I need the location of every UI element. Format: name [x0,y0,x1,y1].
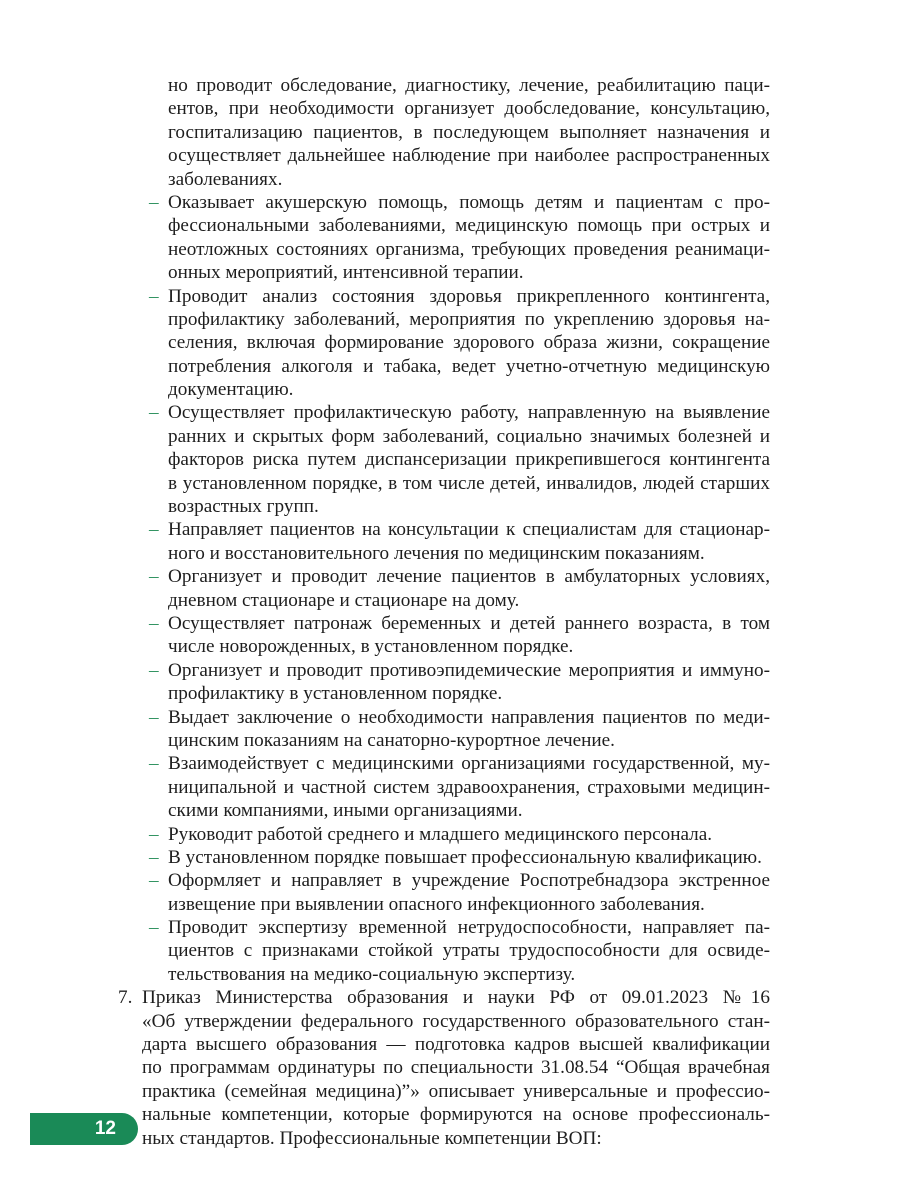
text-line: «Об утверждении федерального государственного образовательного стан- [142,1010,770,1032]
bullet-item [0,706,900,753]
bullet-dash-icon: – [149,706,159,728]
text-line: цинским показаниям на санаторно-курортное лечение. [168,729,615,751]
text-line: Проводит анализ состояния здоровья прикрепленного контингента, [168,285,770,307]
text-line: заболеваниях. [168,168,283,190]
page-body [0,74,900,1150]
text-line: фессиональными заболеваниями, медицинскую помощь при острых и [168,215,770,237]
text-line: практика (семейная медицина)”» описывает универсальные и профессио- [142,1080,770,1102]
text-line: по программам ординатуры по специальности 31.08.54 “Общая врачебная [142,1057,770,1079]
text-line: в установленном порядке, в том числе детей, инвалидов, людей старших [168,472,770,494]
text-line: Приказ Министерства образования и науки РФ от 09.01.2023 №16 [142,987,770,1009]
text-line: Организует и проводит лечение пациентов в амбулаторных условиях, [168,566,770,588]
page-number-badge [30,1113,138,1145]
bullet-dash-icon: – [149,612,159,634]
bullet-dash-icon: – [149,659,159,681]
page-number: 12 [94,1118,116,1139]
bullet-item [0,285,900,402]
bullet-dash-icon: – [149,402,159,424]
bullet-item [0,565,900,612]
text-line: неотложных состояниях организма, требующих проведения реанимаци- [168,238,770,260]
bullet-dash-icon: – [149,191,159,213]
text-line: скими компаниями, иными организациями. [168,800,523,822]
text-line: нальные компетенции, которые формируются на основе профессиональ- [142,1104,770,1126]
text-line: дарта высшего образования — подготовка кадров высшей квалификации [142,1034,770,1056]
text-line: ниципальной и частной систем здравоохранения, страховыми медицин- [168,776,770,798]
text-line: ного и восстановительного лечения по медицинским показаниям. [168,542,705,564]
bullet-dash-icon: – [149,285,159,307]
bullet-item [0,612,900,659]
bullet-item [0,659,900,706]
text-line: числе новорожденных, в установленном порядке. [168,636,574,658]
text-line: В установленном порядке повышает профессиональную квалификацию. [168,846,762,868]
text-line: потребления алкоголя и табака, ведет учетно-отчетную медицинскую [168,355,770,377]
text-line: циентов с признаками стойкой утраты трудоспособности для освиде- [168,940,770,962]
text-line: Взаимодействует с медицинскими организациями государственной, му- [168,753,770,775]
text-line: Организует и проводит противоэпидемические мероприятия и иммуно- [168,659,770,681]
bullet-item [0,823,900,846]
text-line: онных мероприятий, интенсивной терапии. [168,262,524,284]
text-line: Оформляет и направляет в учреждение Роспотребнадзора экстренное [168,870,770,892]
text-line: возрастных групп. [168,496,319,518]
text-line: ных стандартов. Профессиональные компетенции ВОП: [142,1127,602,1149]
text-line: Проводит экспертизу временной нетрудоспособности, направляет па- [168,917,770,939]
text-line: профилактику заболеваний, мероприятия по укреплению здоровья на- [168,308,770,330]
bullet-dash-icon: – [149,823,159,845]
duties-bullet-list [0,191,900,986]
bullet-dash-icon: – [149,566,159,588]
text-line: факторов риска путем диспансеризации прикрепившегося контингента [168,449,770,471]
text-line: Осуществляет профилактическую работу, направленную на выявление [168,402,770,424]
bullet-dash-icon: – [149,519,159,541]
bullet-item [0,401,900,518]
bullet-dash-icon: – [149,846,159,868]
bullet-item [0,752,900,822]
text-line: Оказывает акушерскую помощь, помощь детям и пациентам с про- [168,191,770,213]
text-line: госпитализацию пациентов, в последующем выполняет назначения и [168,121,770,143]
text-line: осуществляет дальнейшее наблюдение при наиболее распространенных [168,145,770,167]
text-line: селения, включая формирование здорового образа жизни, сокращение [168,332,770,354]
item-number: 7. [118,987,133,1009]
bullet-item [0,846,900,869]
text-line: но проводит обследование, диагностику, лечение, реабилитацию паци- [168,75,770,96]
continuation-paragraph [0,74,900,191]
text-line: дневном стационаре и стационаре на дому. [168,589,520,611]
bullet-item [0,191,900,285]
bullet-dash-icon: – [149,917,159,939]
bullet-item [0,869,900,916]
text-line: Выдает заключение о необходимости направления пациентов по меди- [168,706,770,728]
text-line: Осуществляет патронаж беременных и детей раннего возраста, в том [168,612,770,634]
bullet-item [0,518,900,565]
text-line: ентов, при необходимости организует дообследование, консультацию, [168,98,770,120]
bullet-dash-icon: – [149,753,159,775]
bullet-item [0,916,900,986]
bullet-dash-icon: – [149,870,159,892]
text-line: ранних и скрытых форм заболеваний, социально значимых болезней и [168,425,770,447]
text-line: извещение при выявлении опасного инфекционного заболевания. [168,893,705,915]
text-line: тельствования на медико-социальную экспертизу. [168,963,576,985]
text-line: профилактику в установленном порядке. [168,683,503,705]
text-line: документацию. [168,379,294,401]
text-line: Руководит работой среднего и младшего медицинского персонала. [168,823,713,845]
text-line: Направляет пациентов на консультации к специалистам для стационар- [168,519,770,541]
